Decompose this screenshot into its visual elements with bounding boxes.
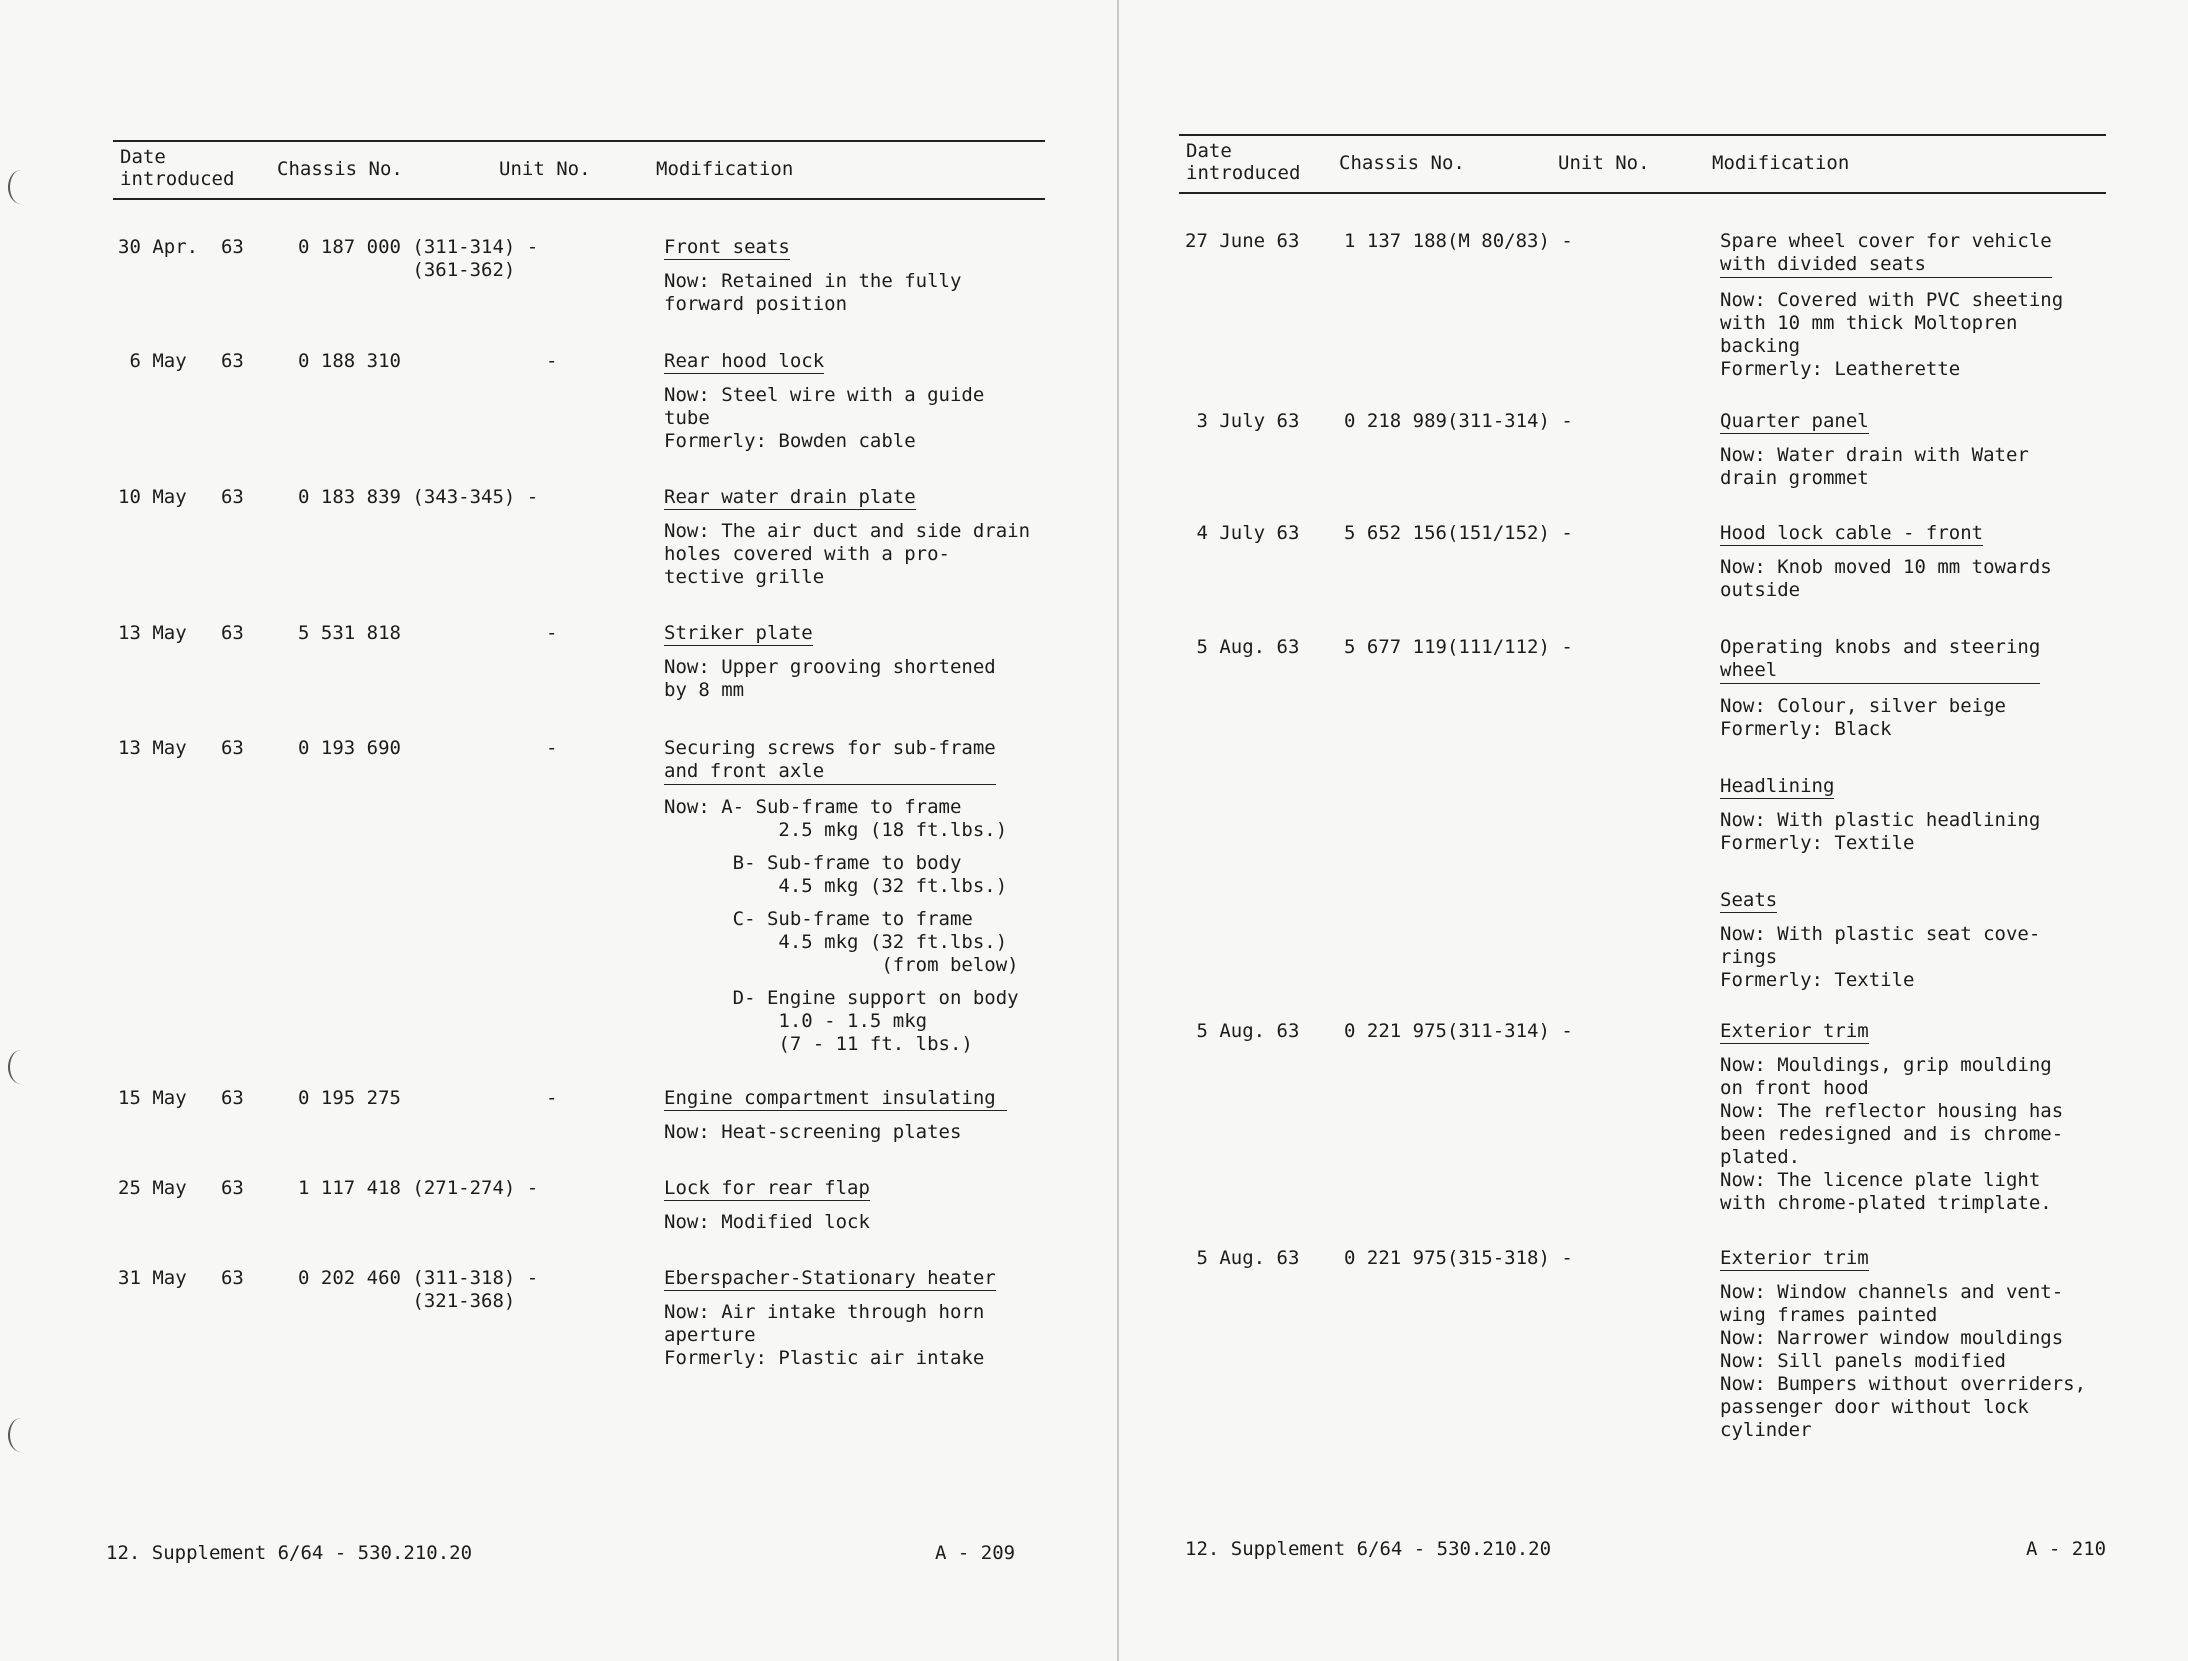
modification-title [1720,775,2120,798]
modification-line: Now: Heat-screening plates [664,1121,962,1143]
modification-title-text: Lock for rear flap [664,1177,870,1199]
modification-line: 2.5 mkg (18 ft.lbs.) [664,819,1008,841]
modification-line: Now: The licence plate light [1720,1169,2041,1191]
date-cell: 25 May 63 [118,1177,244,1199]
page-right [1094,0,2188,1661]
unit-cell: - [546,1087,558,1109]
modification-title-text: Headlining [1720,775,1835,797]
modification-cell [1720,522,2120,602]
chassis-cell: 0 187 000 (311-314) - (361-362) [298,236,539,281]
unit-cell: - [546,622,558,644]
chassis-cell: 0 221 975(315-318) - [1344,1247,1573,1269]
modification-line: drain grommet [1720,467,1869,489]
modification-title [664,1177,1064,1200]
modification-line: Now: Modified lock [664,1211,870,1233]
modification-line: Now: With plastic seat cove- [1720,923,2041,945]
modification-line: D- Engine support on body [664,987,1019,1009]
modification-line: wing frames painted [1720,1304,1938,1326]
modification-line: Now: Narrower window mouldings [1720,1327,2064,1349]
modification-line: Now: Bumpers without overriders, [1720,1373,2087,1395]
modification-title [664,622,1064,645]
chassis-cell: 0 193 690 [298,737,401,759]
modification-line: Now: A- Sub-frame to frame [664,796,962,818]
date-cell: 5 Aug. 63 [1185,1247,1300,1269]
modification-line: with chrome-plated trimplate. [1720,1192,2052,1214]
modification-line: been redesigned and is chrome- [1720,1123,2064,1145]
modification-line: Now: Steel wire with a guide [664,384,985,406]
modification-title-text: Engine compartment insulating [664,1087,1008,1109]
modification-title [664,737,1064,785]
modification-line: Now: With plastic headlining [1720,809,2041,831]
modification-cell [1720,1020,2120,1215]
footer-supplement: 12. Supplement 6/64 - 530.210.20 [1185,1538,1552,1560]
header-date: Date introduced [120,146,235,190]
chassis-cell: 1 117 418 (271-274) - [298,1177,539,1199]
modification-line: Formerly: Plastic air intake [664,1347,985,1369]
modification-title-text: Quarter panel [1720,410,1869,432]
modification-line: by 8 mm [664,679,745,701]
modification-title [1720,1020,2120,1043]
chassis-cell: 1 137 188(M 80/83) - [1344,230,1573,252]
modification-line: Now: Upper grooving shortened [664,656,996,678]
modification-line: on front hood [1720,1077,1869,1099]
modification-line: passenger door without lock [1720,1396,2029,1418]
modification-group [664,908,1064,977]
modification-cell [664,1087,1064,1144]
modification-title-text: Seats [1720,889,1778,911]
modification-title-text: Hood lock cable - front [1720,522,1984,544]
chassis-cell: 5 677 119(111/112) - [1344,636,1573,658]
modification-title-text: Eberspacher-Stationary heater [664,1267,996,1289]
date-cell: 13 May 63 [118,737,244,759]
modification-line: Now: Mouldings, grip moulding [1720,1054,2052,1076]
modification-title [1720,889,2120,912]
footer-supplement: 12. Supplement 6/64 - 530.210.20 [106,1542,473,1564]
chassis-cell: 0 202 460 (311-318) - (321-368) [298,1267,539,1312]
modification-title [664,1267,1064,1290]
chassis-cell: 5 652 156(151/152) - [1344,522,1573,544]
modification-line: B- Sub-frame to body [664,852,962,874]
chassis-cell: 0 218 989(311-314) - [1344,410,1573,432]
modification-cell [1720,230,2120,381]
date-cell: 13 May 63 [118,622,244,644]
chassis-cell: 0 183 839 (343-345) - [298,486,539,508]
modification-title-text: Exterior trim [1720,1020,1869,1042]
modification-line: aperture [664,1324,756,1346]
table-body [1094,0,2188,1661]
modification-group [664,796,1064,842]
modification-title [664,350,1064,373]
modification-title [1720,230,2120,278]
modification-cell [664,1267,1064,1370]
modification-cell [1720,410,2120,490]
modification-line: Now: Covered with PVC sheeting [1720,289,2064,311]
spacer [1720,855,2120,889]
modification-title-text: Rear hood lock [664,350,825,372]
modification-title-text: Exterior trim [1720,1247,1869,1269]
modification-line: holes covered with a pro- [664,543,950,565]
modification-line: Now: The air duct and side drain [664,520,1031,542]
modification-line: backing [1720,335,1801,357]
modification-title-text: Rear water drain plate [664,486,916,508]
modification-line: Formerly: Textile [1720,969,1915,991]
modification-line: Now: Sill panels modified [1720,1350,2006,1372]
modification-line: 4.5 mkg (32 ft.lbs.) [664,875,1008,897]
header-modification: Modification [1712,152,1850,174]
chassis-cell: 5 531 818 [298,622,401,644]
modification-cell [1720,1247,2120,1442]
modification-cell [664,1177,1064,1234]
modification-line: Now: Colour, silver beige [1720,695,2006,717]
modification-title-text: Striker plate [664,622,813,644]
modification-line: rings [1720,946,1778,968]
modification-line: plated. [1720,1146,1801,1168]
modification-line: tective grille [664,566,825,588]
modification-line: Formerly: Black [1720,718,1892,740]
modification-line: 4.5 mkg (32 ft.lbs.) [664,931,1008,953]
modification-title-text: Front seats [664,236,790,258]
modification-line: with 10 mm thick Moltopren [1720,312,2018,334]
unit-cell: - [546,737,558,759]
date-cell: 3 July 63 [1185,410,1300,432]
modification-line: Now: Water drain with Water [1720,444,2029,466]
chassis-cell: 0 221 975(311-314) - [1344,1020,1573,1042]
date-cell: 6 May 63 [118,350,244,372]
date-cell: 10 May 63 [118,486,244,508]
modification-title [1720,410,2120,433]
modification-line: cylinder [1720,1419,1812,1441]
header-date: Date introduced [1186,140,1301,184]
modification-line: Formerly: Leatherette [1720,358,1961,380]
modification-cell [664,622,1064,702]
modification-line: forward position [664,293,848,315]
date-cell: 31 May 63 [118,1267,244,1289]
modification-line: tube [664,407,710,429]
chassis-cell: 0 188 310 [298,350,401,372]
date-cell: 5 Aug. 63 [1185,1020,1300,1042]
header-unit: Unit No. [1558,152,1650,174]
modification-title-text: Operating knobs and steering wheel [1720,636,2040,684]
modification-line: Now: Knob moved 10 mm towards [1720,556,2052,578]
page-number: A - 210 [2026,1538,2107,1560]
modification-line: Formerly: Textile [1720,832,1915,854]
modification-cell [664,737,1064,1066]
modification-line: (from below) [664,954,1019,976]
page-number: A - 209 [935,1542,1016,1564]
modification-line: Now: Air intake through horn [664,1301,985,1323]
date-cell: 15 May 63 [118,1087,244,1109]
modification-cell [664,236,1064,316]
modification-group [664,987,1064,1056]
modification-line: Now: Retained in the fully [664,270,962,292]
date-cell: 27 June 63 [1185,230,1300,252]
chassis-cell: 0 195 275 [298,1087,401,1109]
header-chassis: Chassis No. [1339,152,1465,174]
modification-title [1720,1247,2120,1270]
modification-cell [1720,636,2120,992]
modification-cell [664,350,1064,453]
modification-line: 1.0 - 1.5 mkg [664,1010,928,1032]
header-modification: Modification [656,158,794,180]
modification-line: Formerly: Bowden cable [664,430,916,452]
modification-line: Now: Window channels and vent- [1720,1281,2064,1303]
modification-line: C- Sub-frame to frame [664,908,973,930]
modification-title [1720,522,2120,545]
modification-title [664,486,1064,509]
date-cell: 5 Aug. 63 [1185,636,1300,658]
modification-line: outside [1720,579,1801,601]
date-cell: 30 Apr. 63 [118,236,244,258]
header-unit: Unit No. [499,158,591,180]
modification-title-text: Spare wheel cover for vehicle with divided seats [1720,230,2052,278]
modification-group [664,852,1064,898]
modification-title [1720,636,2120,684]
date-cell: 4 July 63 [1185,522,1300,544]
modification-line: (7 - 11 ft. lbs.) [664,1033,973,1055]
modification-title-text: Securing screws for sub-frame and front axle [664,737,996,785]
unit-cell: - [546,350,558,372]
spacer [1720,741,2120,775]
modification-cell [664,486,1064,589]
header-chassis: Chassis No. [277,158,403,180]
modification-title [664,236,1064,259]
modification-title [664,1087,1064,1110]
modification-line: Now: The reflector housing has [1720,1100,2064,1122]
